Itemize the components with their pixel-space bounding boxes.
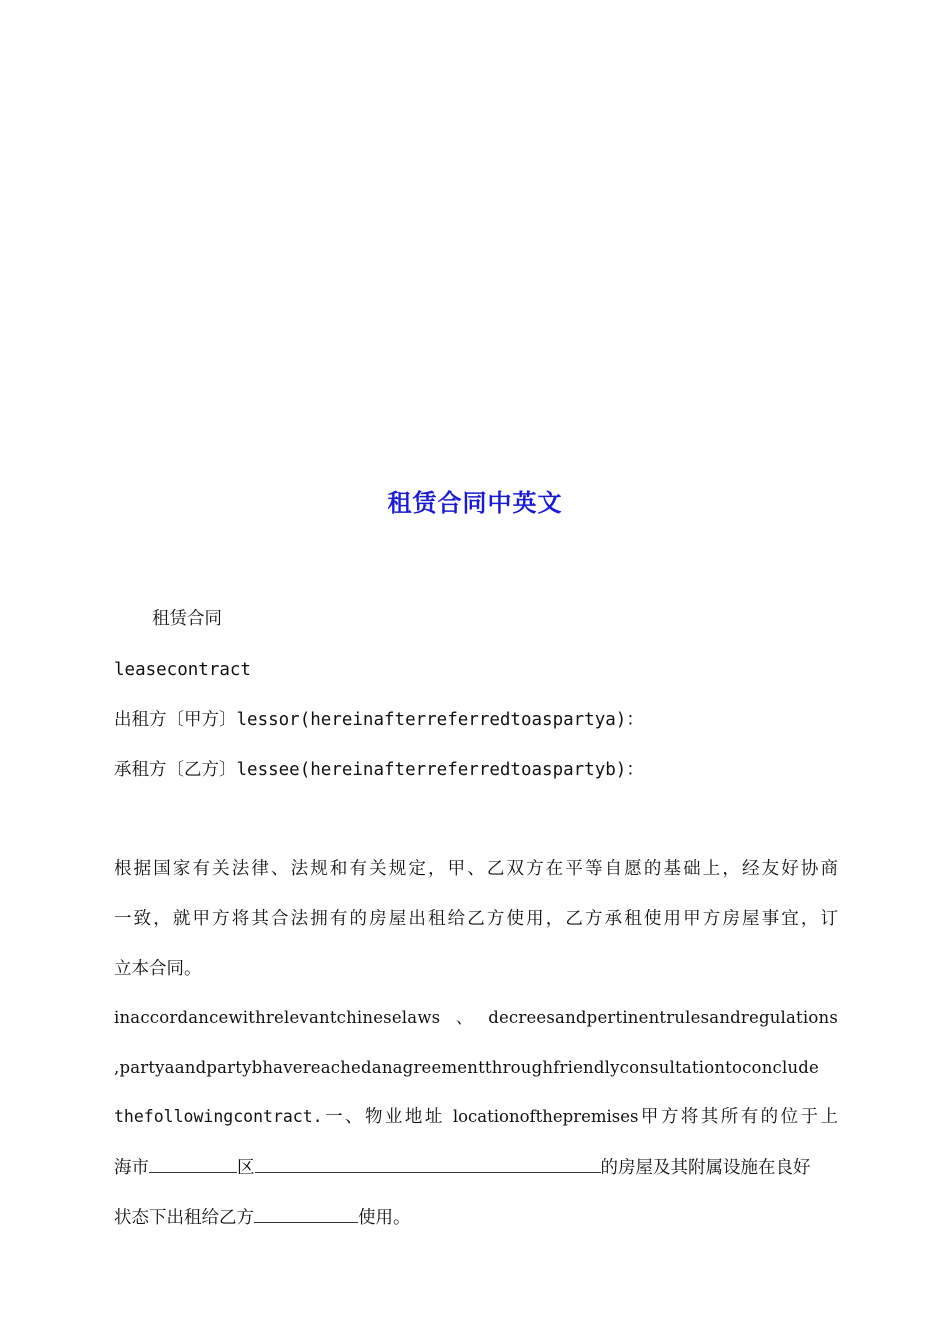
premises-text: 的房屋及其附属设施在良好 bbox=[600, 1158, 811, 1178]
lessee-line bbox=[114, 758, 838, 782]
lessee-name-blank[interactable] bbox=[254, 1205, 358, 1223]
lessee-label-english: lessee(hereinafterreferredtoaspartyb)： bbox=[236, 760, 644, 780]
article1-line bbox=[114, 1105, 838, 1129]
document-title: 租赁合同中英文 bbox=[387, 489, 563, 517]
city-blank[interactable] bbox=[149, 1155, 237, 1173]
article1-lease-line bbox=[114, 1205, 838, 1230]
preamble-english-end: thefollowingcontract. bbox=[114, 1107, 323, 1126]
article1-text: 甲方将其所有的位于上 bbox=[638, 1107, 838, 1127]
preamble-chinese-line: 立本合同。 bbox=[114, 959, 202, 979]
article1-address-line bbox=[114, 1155, 838, 1180]
preamble-english-line: inaccordancewithrelevantchineselaws、decreesandpertinentrulesandregulations bbox=[114, 1008, 838, 1027]
lessor-label-english: lessor(hereinafterreferredtoaspartya)： bbox=[236, 710, 644, 730]
address-blank[interactable] bbox=[255, 1155, 601, 1173]
article1-heading-chinese: 一、物业地址 bbox=[322, 1107, 445, 1127]
subtitle-english: leasecontract bbox=[114, 660, 251, 680]
article1-heading-english: locationofthepremises bbox=[452, 1107, 639, 1126]
preamble-chinese-line: 一致，就甲方将其合法拥有的房屋出租给乙方使用，乙方承租使用甲方房屋事宜，订 bbox=[114, 909, 838, 929]
district-label: 区 bbox=[237, 1158, 255, 1178]
preamble-chinese-line: 根据国家有关法律、法规和有关规定，甲、乙双方在平等自愿的基础上，经友好协商 bbox=[114, 859, 838, 879]
lessee-label-chinese: 承租方〔乙方〕 bbox=[114, 760, 237, 780]
preamble-english-line: ,partyaandpartybhavereachedanagreementthroughfriendlyconsultationtoconclude bbox=[114, 1058, 819, 1077]
lessor-line bbox=[114, 708, 838, 732]
city-label: 海市 bbox=[114, 1158, 149, 1178]
lessor-label-chinese: 出租方〔甲方〕 bbox=[114, 710, 237, 730]
subtitle-chinese: 租赁合同 bbox=[152, 609, 222, 629]
lease-text: 状态下出租给乙方 bbox=[114, 1208, 254, 1228]
use-text: 使用。 bbox=[358, 1208, 411, 1228]
